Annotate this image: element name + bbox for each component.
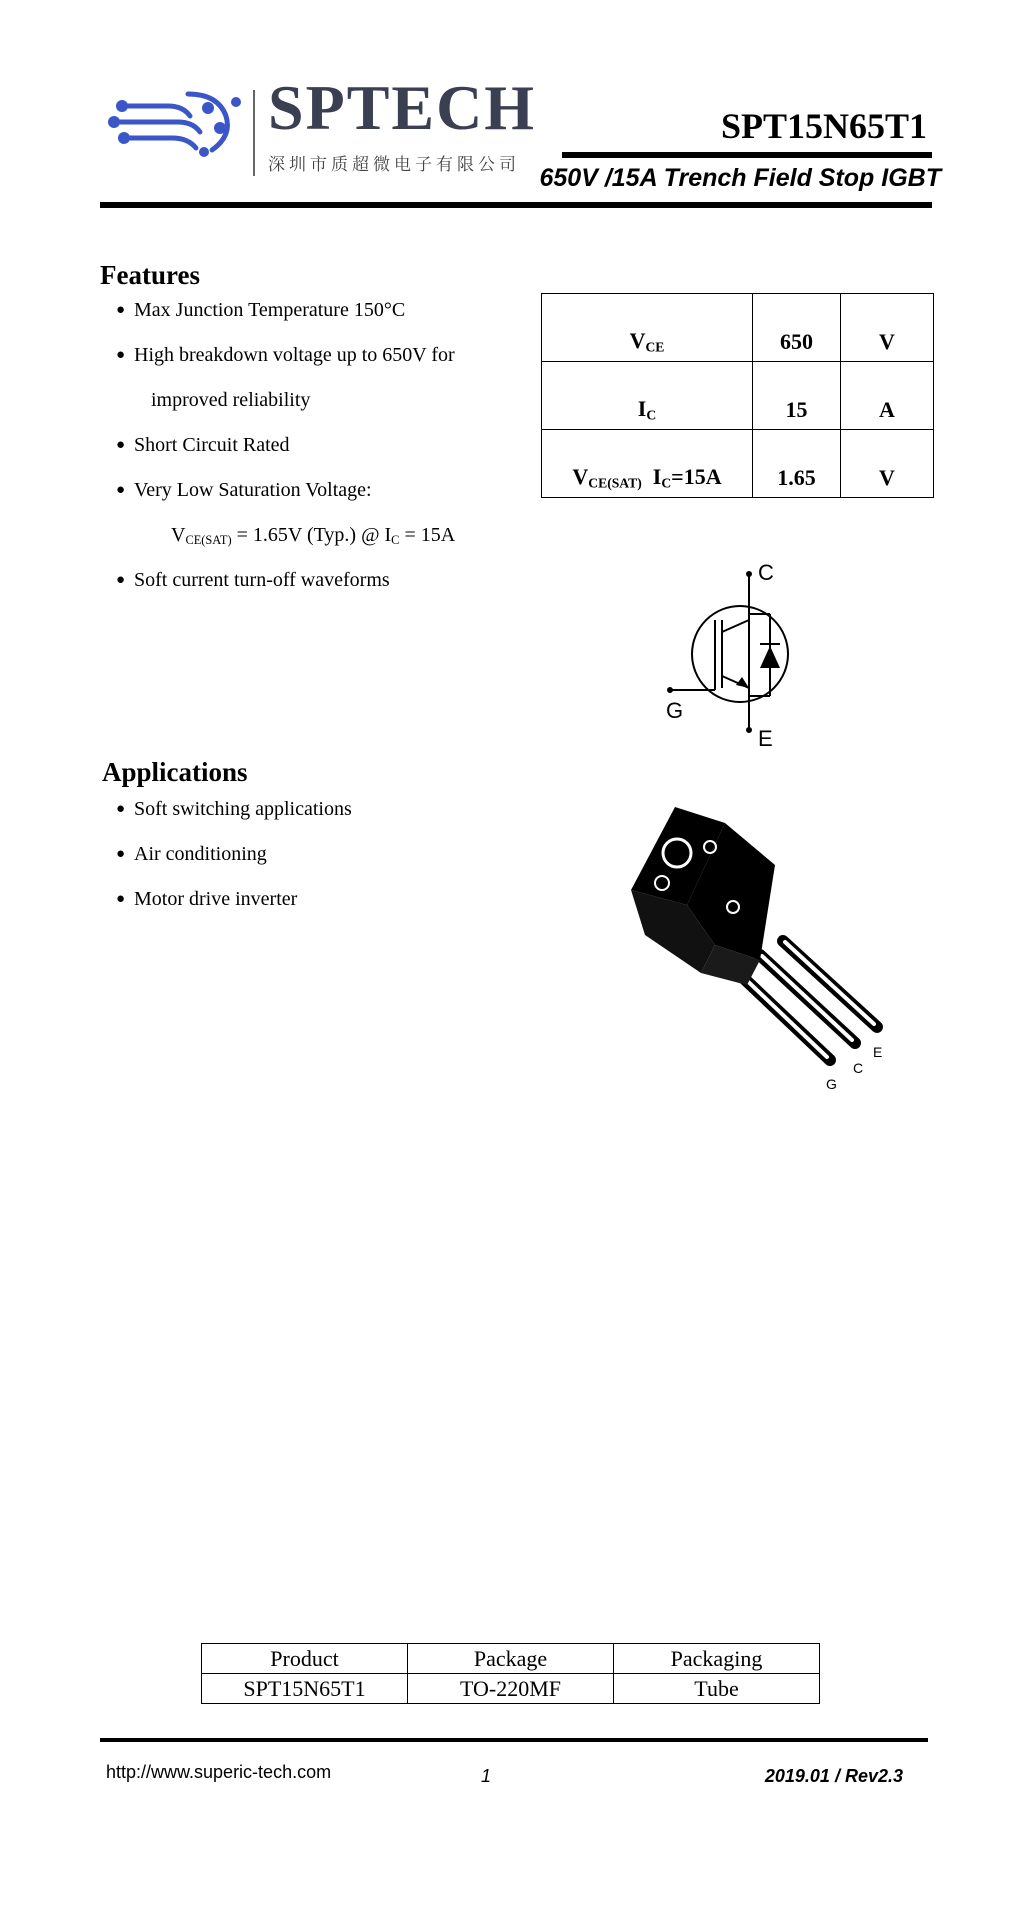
part-number-title: SPT15N65T1 [720,106,927,146]
unit-cell: V [841,430,934,498]
application-item: ● Motor drive inverter [116,877,546,922]
ordering-info-table [201,1643,820,1704]
feature-item-continued: improved reliability [151,389,311,411]
feature-item: ● Short Circuit Rated [116,423,546,468]
collector-label: C [758,560,774,585]
table-header-row [202,1644,820,1674]
revision-label: 2019.01 / Rev2.3 [764,1766,903,1786]
igbt-symbol-diagram [650,556,800,751]
product-subtitle: 650V /15A Trench Field Stop IGBT [539,164,941,192]
bullet-icon: ● [116,891,126,907]
table-cell: TO-220MF [408,1674,614,1704]
header-rule [100,202,932,208]
unit-cell: V [841,294,934,362]
unit-cell: A [841,362,934,430]
page-number: 1 [481,1766,492,1786]
features-list [116,288,546,603]
applications-list [116,787,546,922]
pin-c-label: C [853,1060,864,1076]
param-cell: $V_{CE}$ [542,294,753,362]
logo-circuit-icon [108,86,246,162]
features-heading: Features [100,260,200,290]
feature-item: ● Very Low Saturation Voltage: [116,468,546,513]
brand-logo-text: SPTECH [268,72,537,143]
brand-company-name: 深圳市质超微电子有限公司 [268,155,520,175]
table-cell: Tube [614,1674,820,1704]
application-item: ● Soft switching applications [116,787,546,832]
footer-url-link[interactable]: http://www.superic-tech.com [106,1762,332,1782]
saturation-voltage-formula: $V_{CE(SAT)} = 1.65V$ (Typ.) @ $I_C = 15A$ [171,524,456,548]
title-rule [562,152,932,158]
table-cell: SPT15N65T1 [202,1674,408,1704]
bullet-icon: ● [116,846,126,862]
bullet-icon: ● [116,437,126,453]
key-ratings-table [541,293,934,498]
param-cell: $I_C$ [542,362,753,430]
pin-g-label: G [826,1076,837,1092]
value-cell: 1.65 [753,430,841,498]
bullet-icon: ● [116,302,126,318]
application-item: ● Air conditioning [116,832,546,877]
table-row [202,1674,820,1704]
feature-item: ● Max Junction Temperature 150°C [116,288,546,333]
bullet-icon: ● [116,801,126,817]
table-row [542,294,934,362]
emitter-label: E [758,726,773,751]
value-cell: 650 [753,294,841,362]
bullet-icon: ● [116,572,126,588]
bullet-icon: ● [116,482,126,498]
column-header: Package [408,1644,614,1674]
param-cell: $V_{CE(SAT)}$ $I_C=15A$ [542,430,753,498]
to220-package-image [615,795,885,1100]
footer-rule [100,1738,928,1742]
table-row [542,362,934,430]
applications-heading: Applications [102,757,248,787]
table-row [542,430,934,498]
value-cell: 15 [753,362,841,430]
bullet-icon: ● [116,347,126,363]
feature-item: ● Soft current turn-off waveforms [116,558,546,603]
logo-divider [253,90,255,176]
gate-label: G [666,698,684,723]
feature-item: ● High breakdown voltage up to 650V for [116,333,546,378]
column-header: Product [202,1644,408,1674]
column-header: Packaging [614,1644,820,1674]
pin-e-label: E [873,1044,883,1060]
